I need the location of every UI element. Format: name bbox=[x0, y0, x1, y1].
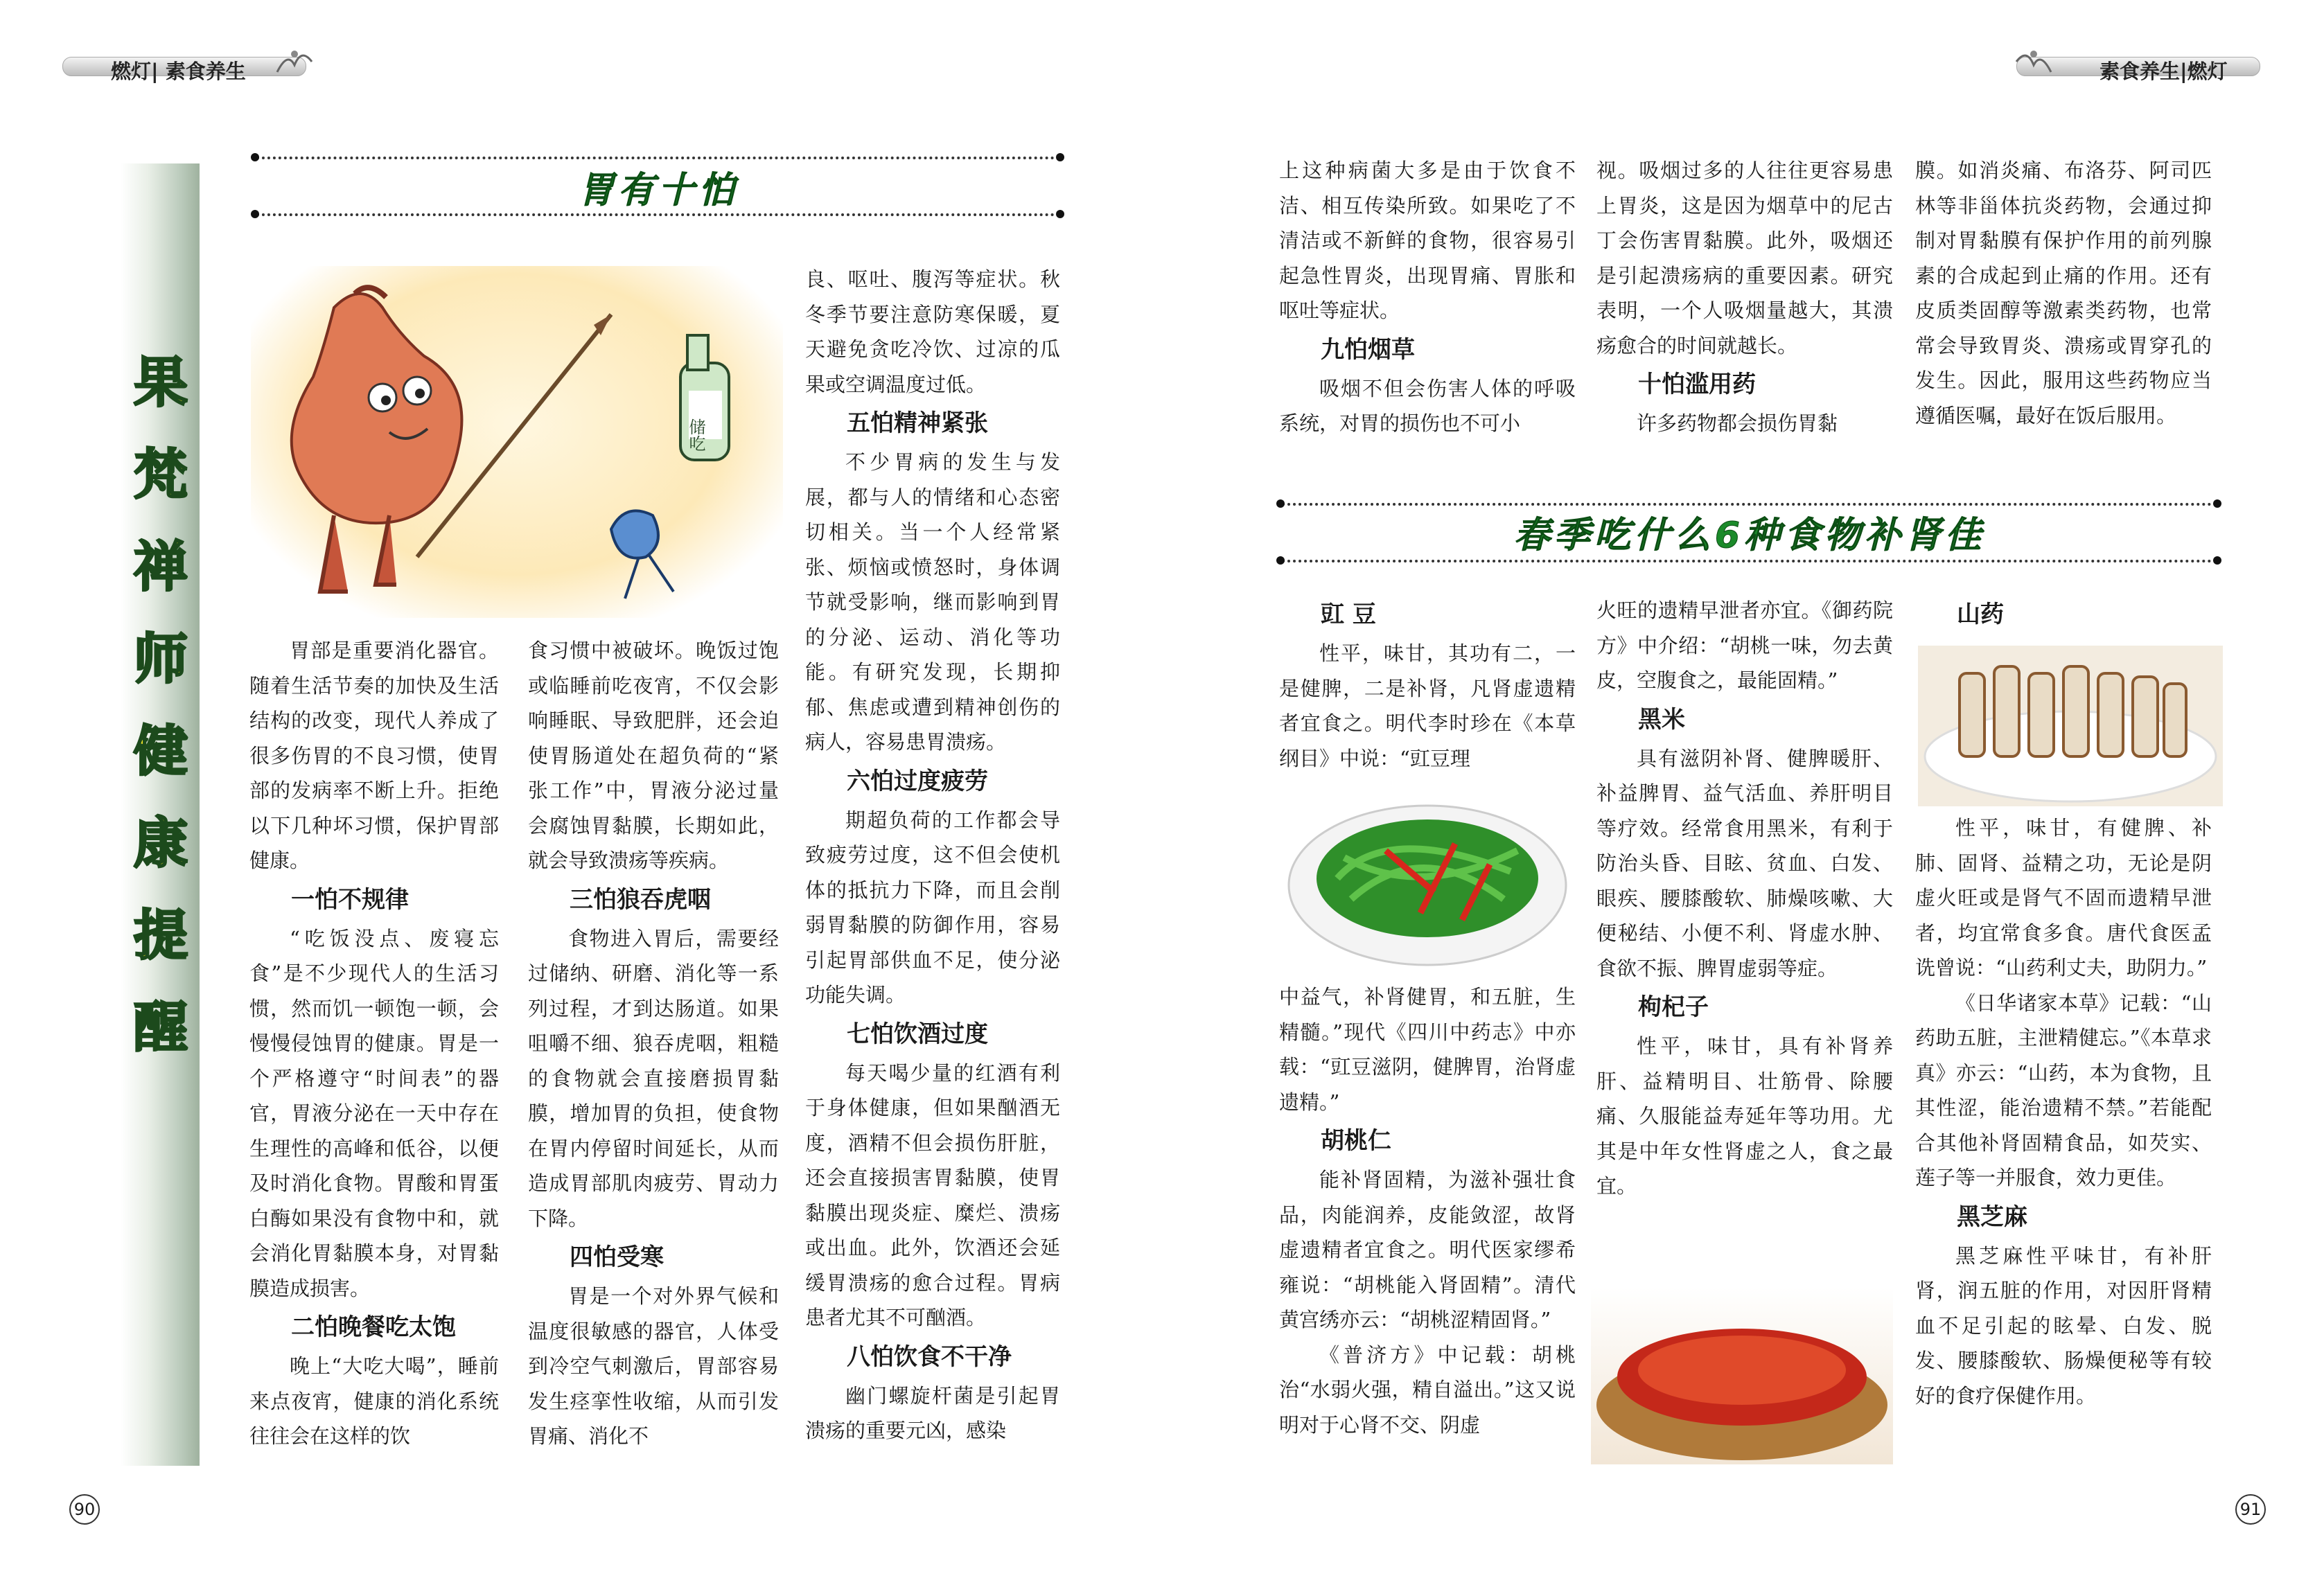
sidebar-char: 提 bbox=[133, 904, 188, 967]
sidebar-char: 健 bbox=[133, 720, 188, 783]
section-heading: 黑芝麻 bbox=[1957, 1203, 2027, 1231]
paragraph: 许多药物都会损伤胃黏 bbox=[1637, 411, 1838, 435]
article1-column-6 bbox=[1915, 153, 2212, 433]
running-header-left bbox=[62, 44, 312, 87]
title-rule-bottom bbox=[1282, 560, 2217, 562]
page-number-right: 91 bbox=[2235, 1494, 2266, 1525]
paragraph: 膜。如消炎痛、布洛芬、阿司匹林等非甾体抗炎药物，会通过抑制对胃黏膜有保护作用的前列腺素的合成起到止痛的作用。还有皮质类固醇等激素类药物，也常常会导致胃炎、溃疡或胃穿孔的发生。因此，服用这些药物应当遵循医嘱，最好在饭后服用。 bbox=[1915, 159, 2212, 427]
sidebar-char: 梵 bbox=[133, 443, 188, 506]
rule-dot bbox=[251, 210, 259, 218]
paragraph: 具有滋阴补肾、健脾暖肝、补益脾胃、益气活血、养肝明目等疗效。经常食用黑米，有利于防治头昏、目眩、贫血、白发、眼疾、腰膝酸软、肺燥咳嗽、大便秘结、小便不利、肾虚水肿、食欲不振、脾胃虚弱等症。 bbox=[1596, 746, 1893, 980]
paragraph: 幽门螺旋杆菌是引起胃溃疡的重要元凶，感染 bbox=[805, 1383, 1060, 1442]
article2-column-1-bottom bbox=[1279, 979, 1576, 1442]
section-heading: 七怕饮酒过度 bbox=[847, 1020, 988, 1048]
paragraph: 性平，味甘，具有补肾养肝、益精明目、壮筋骨、除腰痛、久服能益寿延年等功用。尤其是中年女性肾虚之人，食之最宜。 bbox=[1596, 1034, 1893, 1198]
rule-dot bbox=[2213, 556, 2221, 565]
paragraph: 期超负荷的工作都会导致疲劳过度，这不但会使机体的抵抗力下降，而且会削弱胃黏膜的防御作用，容易引起胃部供血不足，使分泌功能失调。 bbox=[805, 808, 1060, 1007]
sidebar-char: 果 bbox=[133, 351, 188, 414]
chinese-yam-photo bbox=[1918, 646, 2223, 806]
rule-dot bbox=[1276, 556, 1285, 565]
ornament-icon bbox=[270, 44, 319, 75]
section-heading: 十怕滥用药 bbox=[1638, 371, 1756, 398]
article2-column-3-top bbox=[1915, 593, 2212, 636]
section-heading: 山药 bbox=[1957, 601, 2004, 628]
article1-column-3 bbox=[805, 262, 1060, 1448]
section-heading: 九怕烟草 bbox=[1321, 335, 1415, 364]
paragraph: 火旺的遗精早泄者亦宜。《御药院方》中介绍：“胡桃一味，勿去黄皮，空腹食之，最能固精。” bbox=[1596, 599, 1893, 692]
article1-column-5 bbox=[1596, 153, 1893, 441]
ornament-icon bbox=[2009, 44, 2058, 75]
section-heading: 六怕过度疲劳 bbox=[847, 767, 988, 795]
paragraph: 每天喝少量的红酒有利于身体健康，但如果酗酒无度，酒精不但会损伤肝脏，还会直接损害胃黏膜，使胃黏膜出现炎症、糜烂、溃疡或出血。此外，饮酒还会延缓胃溃疡的愈合过程。胃病患者尤其不可酗酒。 bbox=[805, 1061, 1060, 1329]
article2-column-1-top bbox=[1279, 593, 1576, 776]
section-heading: 黑米 bbox=[1638, 705, 1685, 734]
paragraph: 良、呕吐、腹泻等症状。秋冬季节要注意防寒保暖，夏天避免贪吃冷饮、过凉的瓜果或空调温度过低。 bbox=[805, 267, 1060, 396]
title-rule-top bbox=[256, 157, 1060, 159]
section-heading: 四怕受寒 bbox=[570, 1243, 664, 1271]
paragraph: 上这种病菌大多是由于饮食不洁、相互传染所致。如果吃了不清洁或不新鲜的食物，很容易引起急性胃炎，出现胃痛、胃胀和呕吐等症状。 bbox=[1279, 159, 1576, 322]
section-heading: 豇 豆 bbox=[1321, 601, 1376, 628]
paragraph: 食习惯中被破坏。晚饭过饱或临睡前吃夜宵，不仅会影响睡眠、导致肥胖，还会迫使胃肠道处在超负荷的“紧张工作”中，胃液分泌过量会腐蚀胃黏膜，长期如此，就会导致溃疡等疾病。 bbox=[528, 639, 779, 872]
page-number-left: 90 bbox=[69, 1494, 100, 1525]
cowpea-dish-photo bbox=[1282, 781, 1573, 973]
paragraph: 胃部是重要消化器官。随着生活节奏的加快及生活结构的改变，现代人养成了很多伤胃的不良习惯，使胃部的发病率不断上升。拒绝以下几种坏习惯，保护胃部健康。 bbox=[249, 639, 499, 872]
sidebar-char: 禅 bbox=[133, 535, 188, 599]
article2-column-2 bbox=[1596, 593, 1893, 1204]
title-rule-bottom bbox=[256, 213, 1060, 216]
sidebar-char: 康 bbox=[133, 812, 188, 875]
paragraph: 晚上“大吃大喝”，睡前来点夜宵，健康的消化系统往往会在这样的饮 bbox=[249, 1354, 499, 1448]
article1-column-1 bbox=[249, 633, 499, 1454]
article-title: 胃有十怕 bbox=[577, 170, 739, 211]
paragraph: 《日华诸家本草》记载：“山药助五脏，主泄精健忘。”《本草求真》亦云：“山药，本为食物，且其性涩，能治遗精不禁。”若能配合其他补肾固精食品，如芡实、莲子等一并服食，效力更佳。 bbox=[1915, 991, 2212, 1189]
goji-berries-photo bbox=[1591, 1287, 1893, 1464]
section-heading: 胡桃仁 bbox=[1321, 1127, 1391, 1155]
article-title: 春季吃什么6种食物补肾佳 bbox=[1513, 515, 1986, 556]
sidebar-char: 醒 bbox=[133, 996, 188, 1059]
section-heading: 一怕不规律 bbox=[291, 885, 409, 914]
section-heading: 五怕精神紧张 bbox=[847, 409, 988, 437]
paragraph: 中益气，补肾健胃，和五脏，生精髓。”现代《四川中药志》中亦载：“豇豆滋阴，健脾胃，治肾虚遗精。” bbox=[1279, 985, 1576, 1114]
running-header-right bbox=[2009, 44, 2259, 87]
header-title: 素食养生|燃灯 bbox=[2099, 60, 2228, 83]
header-title: 燃灯| 素食养生 bbox=[111, 60, 246, 83]
paragraph: 胃是一个对外界气候和温度很敏感的器官，人体受到冷空气刺激后，胃部容易发生痉挛性收缩，从而引发胃痛、消化不 bbox=[528, 1284, 779, 1448]
section-heading: 枸杞子 bbox=[1638, 993, 1709, 1021]
article1-column-4 bbox=[1279, 153, 1576, 441]
paragraph: “吃饭没点、废寝忘食”是不少现代人的生活习惯，然而饥一顿饱一顿，会慢慢侵蚀胃的健康。胃是一个严格遵守“时间表”的器官，胃液分泌在一天中存在生理性的高峰和低谷，以便及时消化食物。胃酸和胃蛋白酶如果没有食物中和，就会消化胃黏膜本身，对胃黏膜造成损害。 bbox=[249, 926, 499, 1300]
paragraph: 黑芝麻性平味甘，有补肝肾，润五脏的作用，对因肝肾精血不足引起的眩晕、白发、脱发、腰膝酸软、肠燥便秘等有较好的食疗保健作用。 bbox=[1915, 1243, 2212, 1408]
section-heading: 二怕晚餐吃太饱 bbox=[291, 1313, 456, 1341]
section-heading: 三怕狼吞虎咽 bbox=[570, 885, 711, 914]
paragraph: 性平，味甘，其功有二，一是健脾，二是补肾，凡肾虚遗精者宜食之。明代李时珍在《本草纲目》中说：“豇豆理 bbox=[1279, 641, 1576, 770]
article1-column-2 bbox=[528, 633, 779, 1454]
rule-dot bbox=[1056, 210, 1064, 218]
paragraph: 能补肾固精，为滋补强壮食品，肉能润养，皮能敛涩，故肾虚遗精者宜食之。明代医家缪希雍说：“胡桃能入肾固精”。清代黄宫绣亦云：“胡桃涩精固肾。” bbox=[1279, 1168, 1576, 1331]
paragraph: 性平，味甘，有健脾、补肺、固肾、益精之功，无论是阴虚火旺或是肾气不固而遗精早泄者，均宜常食多食。唐代食医孟诜曾说：“山药利丈夫，助阴力。” bbox=[1915, 816, 2212, 979]
paragraph: 不少胃病的发生与发展，都与人的情绪和心态密切相关。当一个人经常紧张、烦恼或愤怒时，身体调节就受影响，继而影响到胃的分泌、运动、消化等功能。有研究发现，长期抑郁、焦虑或遭到精神创伤的病人，容易患胃溃疡。 bbox=[805, 450, 1060, 754]
paragraph: 视。吸烟过多的人往往更容易患上胃炎，这是因为烟草中的尼古丁会伤害胃黏膜。此外，吸烟还是引起溃疡病的重要因素。研究表明，一个人吸烟量越大，其溃疡愈合的时间就越长。 bbox=[1596, 159, 1893, 357]
paragraph: 《普济方》中记载：胡桃治“水弱火强，精自溢出。”这又说明对于心肾不交、阴虚 bbox=[1279, 1342, 1576, 1437]
paragraph: 吸烟不但会伤害人体的呼吸系统，对胃的损伤也不可小 bbox=[1279, 376, 1576, 435]
article2-column-3-bottom bbox=[1915, 810, 2212, 1413]
paragraph: 食物进入胃后，需要经过储纳、研磨、消化等一系列过程，才到达肠道。如果咀嚼不细、狼吞虎咽，粗糙的食物就会直接磨损胃黏膜，增加胃的负担，使食物在胃内停留时间延长，从而造成胃部肌肉疲劳、胃动力下降。 bbox=[528, 926, 779, 1230]
stomach-cartoon-illustration bbox=[251, 266, 783, 618]
bottle-label-text: 储吃 bbox=[686, 418, 705, 452]
sidebar-char: 师 bbox=[133, 628, 188, 691]
section-heading: 八怕饮食不干净 bbox=[847, 1342, 1012, 1371]
